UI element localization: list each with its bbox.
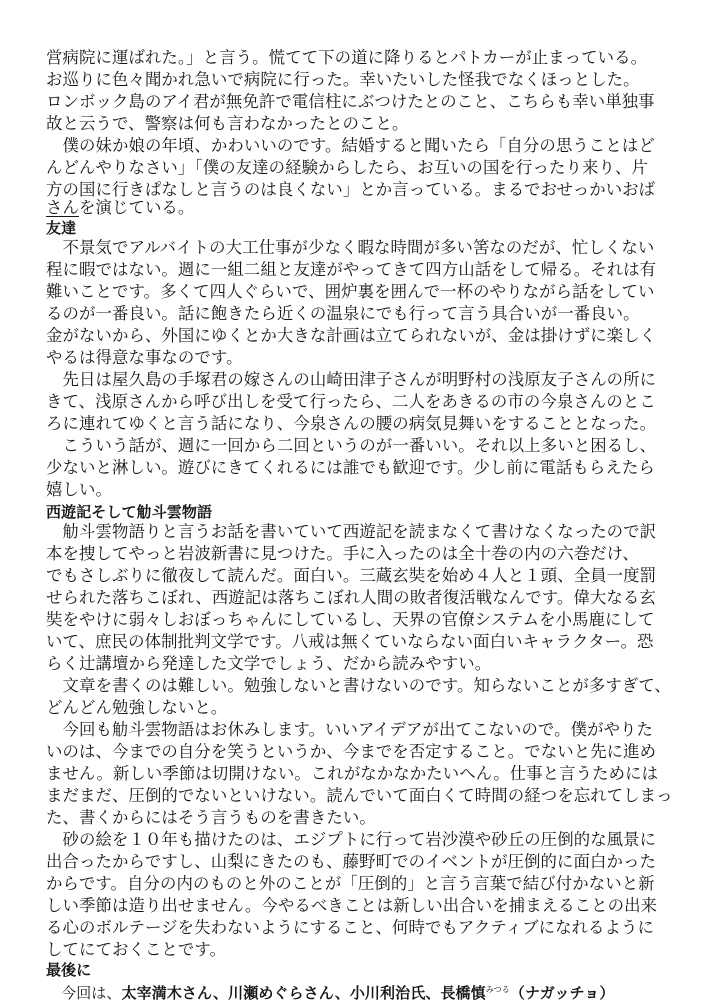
text-line: でもさしぶりに徹夜して読んだ。面白い。三蔵玄奘を始め４人と１頭、全員一度罰 xyxy=(46,566,657,585)
text-line: 不景気でアルバイトの大工仕事が少なく暇な時間が多い筈なのだが、忙しくない xyxy=(46,238,655,257)
text-segment xyxy=(96,996,308,1004)
contributor-names: 太宰満木さん、川瀬めぐらさん、小川利治氏、長橋慎 xyxy=(121,984,486,1002)
text-line: 少ないと淋しい。遊びにきてくれるには誰でも歓迎です。少し前に電話もらえたら xyxy=(46,458,655,477)
text-line: るのが一番良い。話に飽きたら近くの温泉にでも行って言う具合いが一番良い。 xyxy=(46,304,640,323)
text-line: 砂の絵を１０年も描けたのは、エジプトに行って岩沙漠や砂丘の圧倒的な風景に xyxy=(46,830,657,849)
text-line: 僕の妹か娘の年頃、かわいいのです。結婚すると聞いたら「自分の思うことはど xyxy=(46,136,655,155)
text-segment: 今回は、 xyxy=(46,984,122,1002)
text-line: ロンボック島のアイ君が無免許で電信柱にぶつけたとのこと、こちらも幸い単独事 xyxy=(46,92,655,111)
text-segment: 方の国に行きぱなしと言うのは良くない」とか言っている。まるでおせっかいおば xyxy=(46,180,656,199)
contributor-names xyxy=(46,996,96,1004)
text-line: た、書くからにはそう言うものを書きたい。 xyxy=(46,808,376,827)
text-line: お巡りに色々聞かれ急いで病院に行った。幸いたいした怪我でなくほっとした。 xyxy=(46,70,640,89)
text-line: きて、浅原さんから呼び出しを受て行ったら、二人をあきるの市の今泉さんのとこ xyxy=(46,392,656,411)
text-segment xyxy=(570,996,717,1004)
text-line xyxy=(46,198,194,218)
text-line: やるは得意な事なのです。 xyxy=(46,348,243,367)
nickname: （ナガッチョ） xyxy=(509,984,615,1002)
text-line: 営病院に運ばれた。」と言う。慌てて下の道に降りるとパトカーが止まっている。 xyxy=(46,48,648,67)
text-segment: を演じている。 xyxy=(78,198,195,217)
underlined-text: さん xyxy=(46,198,79,217)
text-line: 程に暇ではない。週に一組二組と友達がやってきて四方山話をして帰る。それは有 xyxy=(46,260,657,279)
text-line: まだまだ、圧倒的でないといけない。読んでいて面白くて時間の経つを忘れてしまっ xyxy=(46,786,673,805)
text-line: らく辻講壇から発達した文学でしょう、だから読みやすい。 xyxy=(46,654,492,673)
section-heading-friends: 友達 xyxy=(46,219,77,237)
text-line: してにておくことです。 xyxy=(46,940,227,959)
text-line: んどんやりなさい」「僕の友達の経験からしたら、お互いの国を行ったり来り、片 xyxy=(46,158,648,177)
text-line: る心のボルテージを失わないようにすること、何時でもアクティブになれるように xyxy=(46,918,655,937)
text-line: ろに連れてゆくと言う話になり、今泉さんの腰の病気見舞いをすることとなった。 xyxy=(46,414,657,433)
text-line: しい季節は造り出せません。今やるべきことは新しい出合いを捕まえることの出来 xyxy=(46,896,658,915)
text-line: 嬉しい。 xyxy=(46,480,112,499)
text-line: 出合ったからですし、山梨にきたのも、藤野町でのイベントが圧倒的に面白かった xyxy=(46,852,656,871)
text-line: 故と云うで、警察は何も言わなかったとのこと。 xyxy=(46,114,409,133)
text-line: 奘をやけに弱々しおぼっちゃんにしているし、天界の官僚システムを小馬鹿にして xyxy=(46,610,655,629)
text-line: 先日は屋久島の手塚君の嫁さんの山崎田津子さんが明野村の浅原友子さんの所に xyxy=(46,370,657,389)
text-line: 金がないから、外国にゆくとか大きな計画は立てられないが、金は掛けずに楽しく xyxy=(46,326,657,345)
text-line: 文章を書くのは難しい。勉強しないと書けないのです。知らないことが多すぎて、 xyxy=(46,676,672,695)
section-heading-journey-west: 西遊記そして觔斗雲物語 xyxy=(46,503,213,521)
text-line: こういう話が、週に一回から二回というのが一番いい。それ以上多いと困るし、 xyxy=(46,436,657,455)
text-line: どんどん勉強しないと。 xyxy=(46,698,228,717)
text-line: 本を捜してやっと岩波新書に見つけた。手に入ったのは全十巻の内の六巻だけ、 xyxy=(46,544,640,563)
section-heading-finally: 最後に xyxy=(46,961,92,979)
text-line: からです。自分の内のものと外のことが「圧倒的」と言う言葉で結び付かないと新 xyxy=(46,874,655,893)
text-line: せられた落ちこぼれ、西遊記は落ちこぼれ人間の敗者復活戦なんです。偉大なる玄 xyxy=(46,588,656,607)
text-segment xyxy=(308,996,570,1004)
text-line: ません。新しい季節は切開けない。これがなかなかたいへん。仕事と言うためには xyxy=(46,764,659,783)
text-line: 難いことです。多くて四人ぐらいで、囲炉裏を囲んで一杯のやりながら話をしてい xyxy=(46,282,655,301)
furigana: みつる xyxy=(485,985,510,994)
text-line: いて、庶民の体制批判文学です。八戒は無くていならない面白いキャラクター。恐 xyxy=(46,632,654,651)
text-line: 今回も觔斗雲物語はお休みします。いいアイデアが出てこないので。僕がやりた xyxy=(46,720,654,739)
text-line: 觔斗雲物語りと言うお話を書いていて西遊記を読まなくて書けなくなったので訳 xyxy=(46,522,657,541)
text-line: いのは、今までの自分を笑うというか、今までを否定すること。でないと先に進め xyxy=(46,742,657,761)
text-line xyxy=(46,180,655,200)
